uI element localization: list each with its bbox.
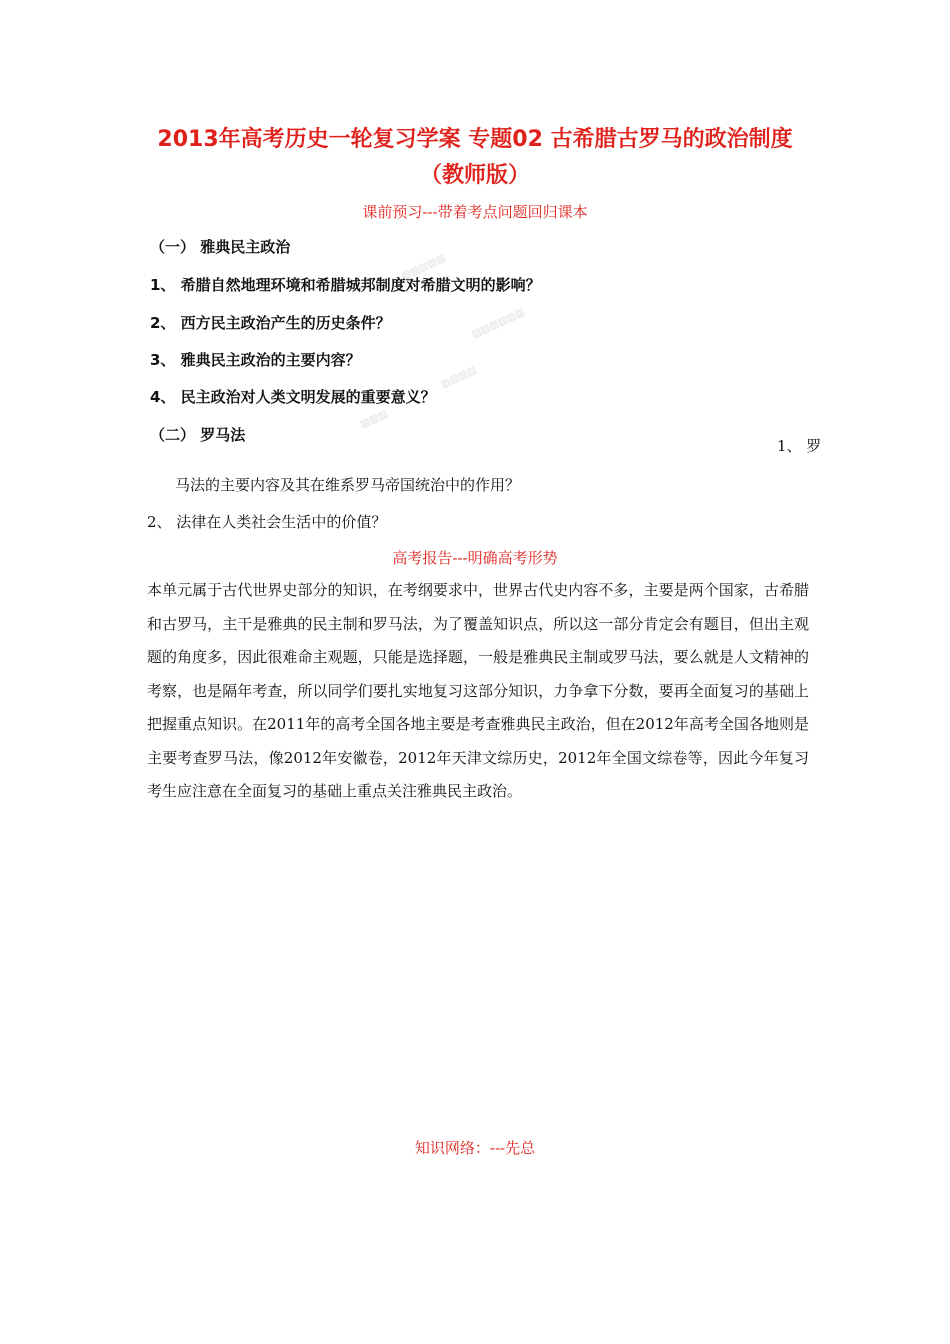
document-subtitle: （教师版） bbox=[419, 163, 530, 188]
watermark: ▨▨▨▨ bbox=[439, 364, 479, 391]
report-paragraph: 本单元属于古代世界史部分的知识，在考纲要求中，世界古代史内容不多，主要是两个国家，古希腊和古罗马，主干是雅典的民主制和罗马法，为了覆盖知识点，所以这一部分肯定会有题目，但出主观题的角度多，因此很难命主观题，只能是选择题，一般是雅典民主制或罗马法，要么就是人文精神的考察，也是隔年考查，所以同学们要扎实地复习这部分知识，力争拿下分数，要再全面复习的基础上把握重点知识。在2011年的高考全国各地主要是考查雅典民主政治，但在2012年高考全国各地则是主要考查罗马法，像2012年安徽卷，2012年天津文综历史，2012年全国文综卷等，因此今年复习考生应注意在全面复习的基础上重点关注雅典民主政治。 bbox=[147, 581, 809, 800]
watermark: ▨▨▨▨▨ bbox=[399, 252, 448, 283]
report-heading: 高考报告---明确高考形势 bbox=[392, 549, 558, 567]
document-title: 2013年高考历史一轮复习学案 专题02 古希腊古罗马的政治制度 bbox=[157, 127, 793, 152]
question-item-continued: 马法的主要内容及其在维系罗马帝国统治中的作用？ bbox=[175, 476, 521, 494]
question-item-prefix: 1、 罗 bbox=[777, 437, 822, 455]
watermark: ▨▨▨▨▨▨ bbox=[470, 306, 527, 341]
question-item: 2、 法律在人类社会生活中的价值？ bbox=[147, 513, 387, 531]
question-item: 3、 雅典民主政治的主要内容？ bbox=[150, 351, 361, 369]
section-heading-athens: （一） 雅典民主政治 bbox=[150, 238, 291, 256]
question-item: 2、 西方民主政治产生的历史条件？ bbox=[150, 314, 391, 332]
question-item: 4、 民主政治对人类文明发展的重要意义？ bbox=[150, 388, 436, 406]
watermark: ▨▨▨ bbox=[359, 408, 390, 431]
section-heading-roman-law: （二） 罗马法 bbox=[150, 426, 246, 444]
question-item: 1、 希腊自然地理环境和希腊城邦制度对希腊文明的影响？ bbox=[150, 276, 541, 294]
preview-heading: 课前预习---带着考点问题回归课本 bbox=[362, 203, 588, 221]
network-heading: 知识网络：---先总 bbox=[414, 1139, 536, 1157]
